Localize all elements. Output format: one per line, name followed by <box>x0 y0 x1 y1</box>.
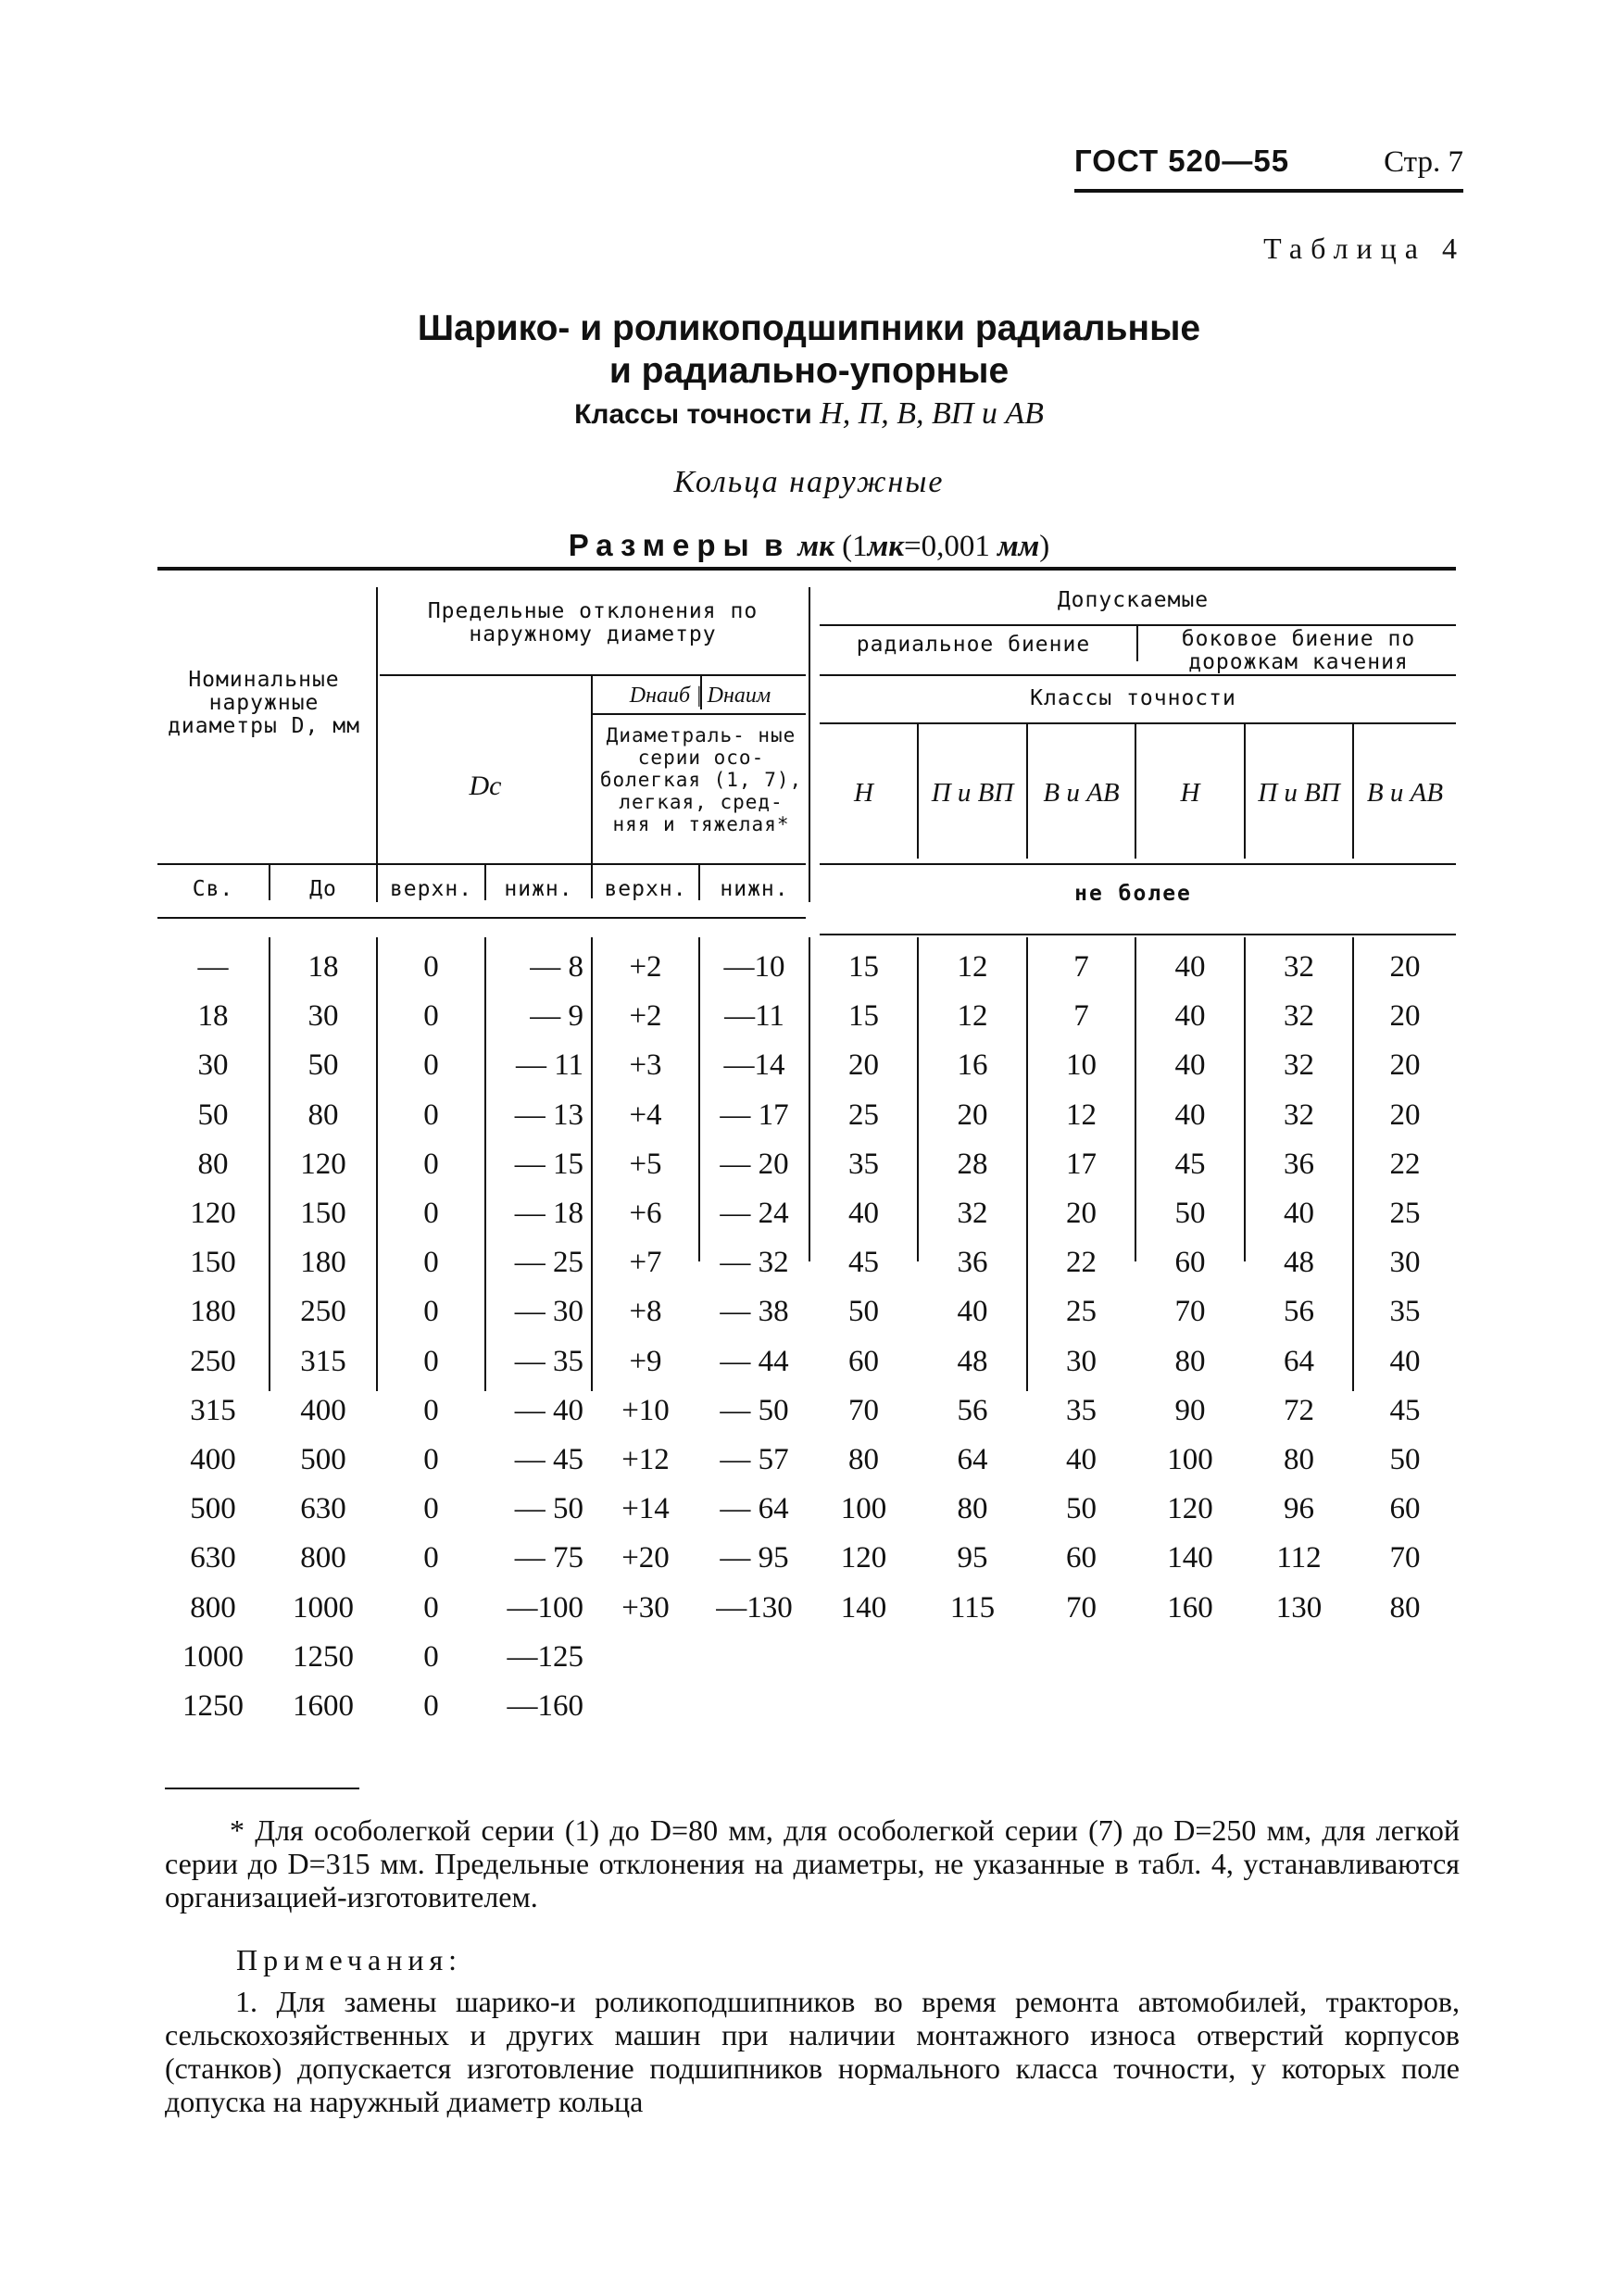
cell-dmin-lower: — 64 <box>720 1492 789 1526</box>
cell-side-h: 40 <box>1174 1048 1206 1083</box>
cell-dmin-lower: — 24 <box>720 1197 789 1230</box>
table-row <box>157 1140 1456 1189</box>
table-row <box>157 1386 1456 1436</box>
cell-side-h <box>1136 1633 1244 1682</box>
cell-radial-v-av: 40 <box>1066 1443 1097 1476</box>
cell-radial-p-vp: 95 <box>957 1541 988 1575</box>
precision-classes-line <box>0 396 1618 432</box>
page-header <box>1074 144 1463 193</box>
cell-dc-upper: 0 <box>423 1344 439 1378</box>
cell-radial-p-vp: 12 <box>957 999 988 1034</box>
cell-radial-v-av: 17 <box>1066 1147 1097 1181</box>
cell-side-h: 140 <box>1167 1541 1213 1575</box>
cell-from: 800 <box>190 1590 236 1625</box>
cell-dc-upper: 0 <box>423 1492 439 1526</box>
cell-dmax-upper: +4 <box>629 1098 662 1132</box>
cell-dc-upper: 0 <box>423 999 439 1034</box>
cell-dmax-upper: +5 <box>629 1147 662 1181</box>
vline-8 <box>1136 626 1138 661</box>
cell-side-h: 50 <box>1174 1197 1206 1230</box>
cell-side-p-vp <box>1246 1633 1352 1682</box>
cell-dmin-lower: —10 <box>723 950 785 984</box>
table-row <box>157 1287 1456 1336</box>
cell-radial-v-av: 35 <box>1066 1393 1097 1427</box>
cell-radial-v-av <box>1028 1633 1135 1682</box>
table-row <box>157 943 1456 992</box>
cell-radial-p-vp: 20 <box>957 1098 988 1132</box>
hline-7 <box>157 863 806 865</box>
cell-to: 250 <box>300 1295 346 1329</box>
header-dmax-dmin: Dнаиб | Dнаим <box>629 684 771 708</box>
cell-radial-v-av: 22 <box>1066 1246 1097 1280</box>
cell-side-v-av: 70 <box>1389 1541 1421 1575</box>
table-row <box>157 1041 1456 1090</box>
cell-radial-h: 100 <box>840 1492 887 1526</box>
cell-radial-h <box>810 1633 917 1682</box>
cell-dc-lower: — 30 <box>514 1295 583 1329</box>
cell-radial-p-vp: 48 <box>957 1344 988 1378</box>
cell-dc-upper: 0 <box>423 1197 439 1230</box>
cell-dc-lower: — 11 <box>515 1048 583 1083</box>
cell-dc-upper: 0 <box>423 1443 439 1476</box>
cell-radial-h: 15 <box>848 999 879 1034</box>
cell-dmax-upper <box>593 1682 698 1731</box>
table-row <box>157 1682 1456 1731</box>
table-top-rule <box>157 567 1456 571</box>
cell-radial-p-vp: 28 <box>957 1147 988 1181</box>
cell-from: 50 <box>197 1098 229 1132</box>
cell-from: — <box>197 950 229 984</box>
cell-from: 120 <box>190 1197 236 1230</box>
cell-from: 1250 <box>182 1689 244 1723</box>
table-row <box>157 1534 1456 1583</box>
cell-dmin-lower: —130 <box>716 1590 793 1625</box>
table-row <box>157 1436 1456 1485</box>
cell-side-v-av: 50 <box>1389 1443 1421 1476</box>
cell-radial-p-vp: 36 <box>957 1246 988 1280</box>
cell-side-p-vp: 32 <box>1284 999 1314 1034</box>
cell-dmax-upper: +12 <box>621 1443 670 1476</box>
header-class-h-2: Н <box>1180 778 1200 808</box>
cell-dmax-upper: +3 <box>629 1048 662 1083</box>
cell-side-v-av: 40 <box>1389 1344 1421 1378</box>
cell-to: 150 <box>300 1197 346 1230</box>
table-row <box>157 1189 1456 1238</box>
hline-9 <box>157 917 806 919</box>
units-line <box>0 528 1618 564</box>
cell-radial-v-av: 30 <box>1066 1344 1097 1378</box>
cell-to: 500 <box>300 1443 346 1476</box>
title-line-1: Шарико- и роликоподшипники радиальные <box>417 308 1201 348</box>
cell-dc-lower: — 15 <box>514 1147 583 1181</box>
cell-dc-upper: 0 <box>423 1689 439 1723</box>
units-word: Размеры <box>568 528 757 562</box>
header-class-p-vp-2: П и ВП <box>1258 778 1340 808</box>
cell-radial-h: 15 <box>848 950 879 984</box>
subtitle: Кольца наружные <box>673 465 945 499</box>
cell-to: 180 <box>300 1246 346 1280</box>
cell-to: 30 <box>307 999 339 1034</box>
header-side-runout: боковое биение по дорожкам качения <box>1181 627 1416 674</box>
header-precision-classes: Классы точности <box>1030 686 1236 710</box>
cell-from: 250 <box>190 1344 236 1378</box>
cell-radial-h: 140 <box>840 1590 887 1625</box>
cell-radial-p-vp: 56 <box>957 1393 988 1427</box>
cell-to: 18 <box>307 950 339 984</box>
header-from: Св. <box>192 877 234 901</box>
notes-title: Примечания: <box>236 1943 463 1976</box>
header-upper: верхн. <box>389 877 473 901</box>
cell-from: 150 <box>190 1246 236 1280</box>
cell-dc-lower: — 8 <box>530 950 583 984</box>
cell-dmin-lower: — 44 <box>720 1344 789 1378</box>
cell-side-p-vp: 72 <box>1284 1393 1314 1427</box>
cell-dc-upper: 0 <box>423 950 439 984</box>
cell-side-h: 40 <box>1174 1098 1206 1132</box>
cell-dc-upper: 0 <box>423 1639 439 1674</box>
header-dc: Dc <box>469 771 502 801</box>
cell-radial-p-vp: 64 <box>957 1443 988 1476</box>
cell-dmax-upper: +8 <box>629 1295 662 1329</box>
cell-radial-p-vp: 12 <box>957 950 988 984</box>
cell-side-h: 100 <box>1167 1443 1213 1476</box>
hline-6 <box>593 713 806 715</box>
header-limit-deviations: Предельные отклонения по наружному диаметру <box>427 599 759 646</box>
vline-2 <box>376 587 378 902</box>
cell-side-h: 80 <box>1174 1344 1206 1378</box>
cell-side-p-vp: 112 <box>1276 1541 1322 1575</box>
table-row <box>157 1584 1456 1633</box>
cell-dc-lower: —160 <box>507 1689 583 1723</box>
cell-side-p-vp: 48 <box>1284 1246 1314 1280</box>
cell-dmin-lower: — 50 <box>720 1393 789 1427</box>
cell-dc-lower: — 18 <box>514 1197 583 1230</box>
cell-dc-lower: — 35 <box>514 1344 583 1378</box>
cell-to: 1250 <box>293 1639 354 1674</box>
cell-side-v-av: 25 <box>1389 1197 1421 1230</box>
header-not-more: не более <box>1074 882 1192 906</box>
header-class-h: Н <box>854 778 873 808</box>
cell-side-v-av <box>1354 1682 1456 1731</box>
cell-side-v-av: 20 <box>1389 1048 1421 1083</box>
cell-to: 80 <box>307 1098 339 1132</box>
cell-radial-v-av: 50 <box>1066 1492 1097 1526</box>
cell-dmin-lower: — 57 <box>720 1443 789 1476</box>
cell-dmin-lower: — 17 <box>720 1098 789 1132</box>
footnote: * Для особолегкой серии (1) до D=80 мм, для особолегкой серии (7) до D=250 мм, для легкой серии до D=315 мм. Предельные отклонения на диаметры, не указанные в табл. 4, устанавливаются организацией-изготовителем. <box>165 1813 1460 1913</box>
table-row <box>157 992 1456 1041</box>
cell-radial-p-vp: 40 <box>957 1295 988 1329</box>
cell-side-h: 40 <box>1174 999 1206 1034</box>
cell-dc-upper: 0 <box>423 1048 439 1083</box>
cell-radial-h: 20 <box>848 1048 879 1083</box>
cell-side-h <box>1136 1682 1244 1731</box>
header-upper-2: верхн. <box>604 877 687 901</box>
cell-dc-lower: — 45 <box>514 1443 583 1476</box>
tolerance-table <box>157 567 1456 1771</box>
cell-side-h: 70 <box>1174 1295 1206 1329</box>
classes-label: Классы точности <box>574 399 812 430</box>
cell-dmax-upper: +20 <box>621 1541 670 1575</box>
table-row <box>157 1337 1456 1386</box>
cell-dmax-upper: +2 <box>629 999 662 1034</box>
cell-side-v-av: 60 <box>1389 1492 1421 1526</box>
cell-to: 315 <box>300 1344 346 1378</box>
header-lower: нижн. <box>504 877 573 901</box>
classes-values: Н, П, В, ВП и АВ <box>820 396 1044 431</box>
cell-dmin-lower: — 95 <box>720 1541 789 1575</box>
cell-radial-v-av: 10 <box>1066 1048 1097 1083</box>
cell-radial-h: 70 <box>848 1393 879 1427</box>
cell-side-p-vp: 56 <box>1284 1295 1314 1329</box>
cell-side-p-vp: 32 <box>1284 1048 1314 1083</box>
cell-dmax-upper: +10 <box>621 1393 670 1427</box>
hline-5 <box>820 722 1456 724</box>
cell-side-v-av: 20 <box>1389 999 1421 1034</box>
cell-side-h: 90 <box>1174 1393 1206 1427</box>
header-diameter-series: Диаметраль- ные серии осо- болегкая (1, 7), легкая, сред- няя и тяжелая* <box>599 724 803 835</box>
cell-side-p-vp: 32 <box>1284 950 1314 984</box>
cell-dc-lower: — 75 <box>514 1541 583 1575</box>
cell-radial-p-vp: 16 <box>957 1048 988 1083</box>
standard-number: ГОСТ 520—55 <box>1074 144 1290 178</box>
cell-dc-upper: 0 <box>423 1393 439 1427</box>
cell-radial-v-av: 20 <box>1066 1197 1097 1230</box>
cell-radial-h <box>810 1682 917 1731</box>
cell-to: 120 <box>300 1147 346 1181</box>
cell-side-h: 160 <box>1167 1590 1213 1625</box>
cell-side-p-vp: 32 <box>1284 1098 1314 1132</box>
page-number: Стр. 7 <box>1384 145 1463 179</box>
cell-dc-lower: — 13 <box>514 1098 583 1132</box>
cell-from: 500 <box>190 1492 236 1526</box>
table-row <box>157 1091 1456 1140</box>
cell-to: 1600 <box>293 1689 354 1723</box>
cell-dmin-lower <box>700 1633 809 1682</box>
cell-dc-upper: 0 <box>423 1590 439 1625</box>
cell-side-v-av: 35 <box>1389 1295 1421 1329</box>
cell-side-p-vp: 130 <box>1275 1590 1323 1625</box>
cell-radial-v-av: 12 <box>1066 1098 1097 1132</box>
cell-side-p-vp: 80 <box>1284 1443 1314 1476</box>
header-to: До <box>309 877 337 901</box>
cell-from: 315 <box>190 1393 236 1427</box>
footnote-rule <box>165 1788 359 1789</box>
cell-to: 1000 <box>293 1590 354 1625</box>
note-1: 1. Для замены шарико-и роликоподшипников во время ремонта автомобилей, тракторов, сельскохозяйственных и других машин при наличии монтажного износа отверстий корпусов (станков) допускается изготовление подшипников нормального класса точности, у которых поле допуска на наружный диаметр кольца <box>165 1985 1460 2118</box>
cell-radial-h: 120 <box>840 1541 887 1575</box>
units-mk: мк <box>797 530 834 563</box>
cell-side-p-vp: 40 <box>1284 1197 1314 1230</box>
cell-side-p-vp: 36 <box>1284 1147 1314 1181</box>
cell-to: 50 <box>307 1048 339 1083</box>
cell-dc-lower: — 40 <box>514 1393 583 1427</box>
cell-side-p-vp: 64 <box>1284 1344 1314 1378</box>
cell-dmin-lower: — 38 <box>720 1295 789 1329</box>
cell-dmax-upper: +7 <box>629 1246 662 1280</box>
cell-to: 630 <box>300 1492 346 1526</box>
vline-4 <box>591 676 593 898</box>
title-line-2: и радиально-упорные <box>608 351 1010 391</box>
cell-dmax-upper: +14 <box>621 1492 670 1526</box>
cell-radial-p-vp: 115 <box>949 1590 996 1625</box>
header-class-v-av: В и АВ <box>1043 778 1120 808</box>
cell-side-v-av: 30 <box>1389 1246 1421 1280</box>
header-allowed: Допускаемые <box>1057 588 1210 612</box>
cell-radial-h: 80 <box>848 1443 879 1476</box>
hline-4 <box>820 674 1456 676</box>
cell-side-h: 40 <box>1174 950 1206 984</box>
cell-dmin-lower: —14 <box>723 1048 785 1083</box>
hline-2 <box>1147 624 1456 626</box>
cell-side-h: 60 <box>1174 1246 1206 1280</box>
cell-radial-v-av <box>1028 1682 1135 1731</box>
cell-radial-v-av: 7 <box>1073 950 1089 984</box>
cell-dc-upper: 0 <box>423 1295 439 1329</box>
cell-side-v-av: 22 <box>1389 1147 1421 1181</box>
cell-from: 1000 <box>182 1639 244 1674</box>
cell-dmin-lower: — 32 <box>720 1246 789 1280</box>
cell-radial-h: 25 <box>848 1098 879 1132</box>
cell-radial-p-vp <box>919 1633 1026 1682</box>
cell-from: 30 <box>197 1048 229 1083</box>
cell-to: 400 <box>300 1393 346 1427</box>
cell-dmin-lower: — 20 <box>720 1147 789 1181</box>
cell-radial-v-av: 70 <box>1066 1590 1097 1625</box>
units-eq: =0,001 <box>903 530 990 563</box>
cell-radial-h: 35 <box>848 1147 879 1181</box>
units-mk-2: мк <box>867 530 904 563</box>
cell-radial-v-av: 25 <box>1066 1295 1097 1329</box>
cell-side-p-vp: 96 <box>1284 1492 1314 1526</box>
units-mm: мм <box>997 530 1040 563</box>
cell-radial-h: 60 <box>848 1344 879 1378</box>
cell-side-v-av: 80 <box>1389 1590 1421 1625</box>
cell-dmax-upper: +6 <box>629 1197 662 1230</box>
cell-dc-upper: 0 <box>423 1098 439 1132</box>
cell-radial-h: 40 <box>848 1197 879 1230</box>
cell-side-p-vp <box>1246 1682 1352 1731</box>
hline-3 <box>380 674 806 676</box>
cell-dc-lower: — 9 <box>530 999 583 1034</box>
cell-side-v-av: 20 <box>1389 950 1421 984</box>
cell-dc-upper: 0 <box>423 1246 439 1280</box>
units-open: (1 <box>842 530 868 563</box>
cell-dmin-lower <box>700 1682 809 1731</box>
hline-10 <box>820 934 1456 935</box>
units-close: ) <box>1039 530 1050 563</box>
cell-radial-p-vp: 32 <box>957 1197 988 1230</box>
cell-side-v-av <box>1354 1633 1456 1682</box>
cell-radial-p-vp <box>919 1682 1026 1731</box>
cell-radial-v-av: 60 <box>1066 1541 1097 1575</box>
cell-dc-lower: — 50 <box>514 1492 583 1526</box>
cell-radial-v-av: 7 <box>1073 999 1089 1034</box>
cell-from: 400 <box>190 1443 236 1476</box>
header-nominal-diameter: Номинальные наружные диаметры D, мм <box>168 668 360 738</box>
table-row <box>157 1485 1456 1534</box>
cell-dmax-upper: +2 <box>629 950 662 984</box>
cell-side-h: 45 <box>1174 1147 1206 1181</box>
units-in: в <box>763 528 791 562</box>
header-radial-runout: радиальное биение <box>856 633 1091 657</box>
table-row <box>157 1633 1456 1682</box>
cell-side-h: 120 <box>1167 1492 1213 1526</box>
cell-dmax-upper <box>593 1633 698 1682</box>
cell-dc-lower: — 25 <box>514 1246 583 1280</box>
table-number: Таблица 4 <box>1263 232 1465 265</box>
cell-side-v-av: 20 <box>1389 1098 1421 1132</box>
cell-radial-p-vp: 80 <box>957 1492 988 1526</box>
cell-from: 180 <box>190 1295 236 1329</box>
header-class-p-vp: П и ВП <box>931 778 1014 808</box>
cell-dc-upper: 0 <box>423 1541 439 1575</box>
cell-radial-h: 45 <box>848 1246 879 1280</box>
cell-from: 630 <box>190 1541 236 1575</box>
cell-from: 80 <box>197 1147 229 1181</box>
header-class-v-av-2: В и АВ <box>1366 778 1444 808</box>
cell-dc-lower: —100 <box>507 1590 583 1625</box>
cell-dmax-upper: +30 <box>621 1590 670 1625</box>
cell-dc-upper: 0 <box>423 1147 439 1181</box>
cell-from: 18 <box>197 999 229 1034</box>
hline-8 <box>820 863 1456 865</box>
cell-dc-lower: —125 <box>507 1639 583 1674</box>
cell-side-v-av: 45 <box>1389 1393 1421 1427</box>
cell-dmax-upper: +9 <box>629 1344 662 1378</box>
table-row <box>157 1238 1456 1287</box>
cell-dmin-lower: —11 <box>724 999 784 1034</box>
cell-radial-h: 50 <box>848 1295 879 1329</box>
cell-to: 800 <box>300 1541 346 1575</box>
titles <box>0 307 1618 564</box>
header-rule <box>1074 189 1463 193</box>
header-lower-2: нижн. <box>720 877 789 901</box>
